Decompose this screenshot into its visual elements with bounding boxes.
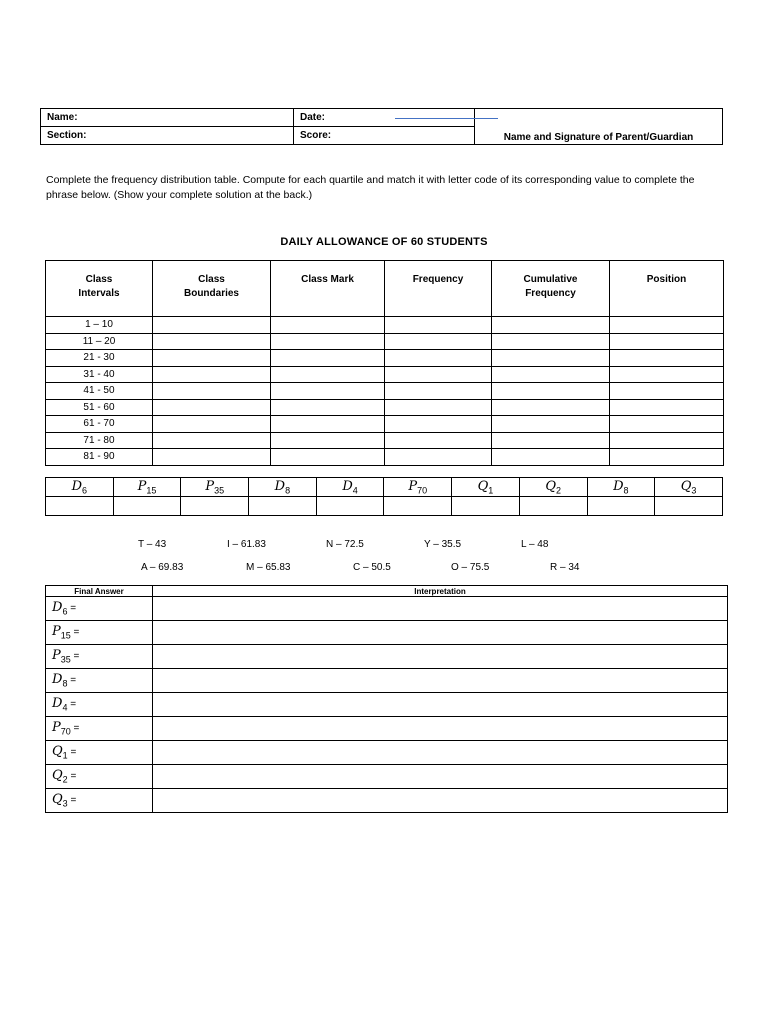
class-interval-cell: 61 - 70 <box>46 416 153 433</box>
table-row <box>46 366 724 383</box>
header-position: Position <box>610 261 724 317</box>
answer-subscript: 15 <box>60 630 71 641</box>
header-cumulative-frequency: Cumulative Frequency <box>492 261 610 317</box>
measure-symbol <box>316 478 384 497</box>
measure-symbol <box>181 478 249 497</box>
answer-symbol <box>52 792 68 807</box>
table-row <box>46 449 724 466</box>
class-interval-cell: 51 - 60 <box>46 399 153 416</box>
header-class-mark: Class Mark <box>271 261 385 317</box>
measure-subscript: 2 <box>555 485 561 496</box>
table-row <box>46 350 724 367</box>
class-boundaries-cell[interactable] <box>153 416 271 433</box>
letter-code: A – 69.83 <box>141 562 184 573</box>
cumulative-frequency-cell[interactable] <box>492 432 610 449</box>
class-boundaries-cell[interactable] <box>153 399 271 416</box>
table-row <box>46 416 724 433</box>
measure-letter: P <box>408 478 418 494</box>
final-answer-cell[interactable] <box>46 621 153 645</box>
class-interval-cell: 71 - 80 <box>46 432 153 449</box>
letter-code: O – 75.5 <box>451 562 490 573</box>
answer-subscript: 35 <box>60 654 71 665</box>
instructions-text: Complete the frequency distribution table. Compute for each quartile and match it with letter code of its corresponding value to complete the phrase below. (Show your complete solution at the back.) <box>46 174 695 201</box>
final-answer-cell[interactable] <box>46 717 153 741</box>
class-boundaries-cell[interactable] <box>153 383 271 400</box>
table-row <box>46 741 728 765</box>
equals-sign: = <box>67 699 77 711</box>
measure-letter: D <box>342 478 353 494</box>
equals-sign: = <box>67 795 77 807</box>
position-cell[interactable] <box>610 399 724 416</box>
class-mark-cell[interactable] <box>271 383 385 400</box>
table-row <box>46 333 724 350</box>
final-answer-cell[interactable] <box>46 693 153 717</box>
cumulative-frequency-cell[interactable] <box>492 449 610 466</box>
student-info-table <box>40 108 723 145</box>
cumulative-frequency-cell[interactable] <box>492 366 610 383</box>
class-mark-cell[interactable] <box>271 399 385 416</box>
frequency-cell[interactable] <box>385 416 492 433</box>
measure-answer-cell[interactable] <box>316 497 384 516</box>
equals-sign: = <box>70 723 80 735</box>
position-cell[interactable] <box>610 449 724 466</box>
measure-answer-cell[interactable] <box>519 497 587 516</box>
class-interval-cell: 21 - 30 <box>46 350 153 367</box>
measure-symbol <box>655 478 723 497</box>
class-interval-cell: 41 - 50 <box>46 383 153 400</box>
table-row <box>46 789 728 813</box>
letter-code: T – 43 <box>138 539 167 550</box>
class-boundaries-cell[interactable] <box>153 432 271 449</box>
answer-symbol <box>52 600 67 615</box>
interpretation-cell[interactable] <box>153 717 728 741</box>
interpretation-cell[interactable] <box>153 789 728 813</box>
cumulative-frequency-cell[interactable] <box>492 350 610 367</box>
final-answer-table <box>45 585 728 813</box>
class-boundaries-cell[interactable] <box>153 449 271 466</box>
position-cell[interactable] <box>610 432 724 449</box>
frequency-cell[interactable] <box>385 399 492 416</box>
measure-answer-cell[interactable] <box>587 497 655 516</box>
measure-subscript: 1 <box>488 485 494 496</box>
measure-subscript: 6 <box>82 485 88 496</box>
header-frequency: Frequency <box>385 261 492 317</box>
measure-letter: P <box>137 478 147 494</box>
date-underline <box>395 118 498 119</box>
measure-answer-cell[interactable] <box>181 497 249 516</box>
frequency-cell[interactable] <box>385 317 492 334</box>
class-interval-cell: 1 – 10 <box>46 317 153 334</box>
final-answer-cell[interactable] <box>46 765 153 789</box>
header-interpretation: Interpretation <box>153 586 728 597</box>
letter-code: R – 34 <box>550 562 580 573</box>
measure-letter: D <box>71 478 83 494</box>
answer-subscript: 6 <box>62 606 68 617</box>
answer-subscript: 8 <box>62 678 68 689</box>
position-cell[interactable] <box>610 317 724 334</box>
table-title: DAILY ALLOWANCE OF 60 STUDENTS <box>280 236 488 248</box>
letter-code: M – 65.83 <box>246 562 291 573</box>
table-row <box>46 693 728 717</box>
position-cell[interactable] <box>610 350 724 367</box>
measure-subscript: 70 <box>417 485 428 496</box>
interpretation-cell[interactable] <box>153 669 728 693</box>
class-mark-cell[interactable] <box>271 449 385 466</box>
measure-symbol <box>113 478 181 497</box>
measure-subscript: 3 <box>691 485 697 496</box>
table-row <box>46 399 724 416</box>
letter-code: N – 72.5 <box>326 539 364 550</box>
interpretation-cell[interactable] <box>153 741 728 765</box>
position-cell[interactable] <box>610 383 724 400</box>
date-label: Date: <box>300 112 326 123</box>
class-mark-cell[interactable] <box>271 333 385 350</box>
answer-letter: P <box>52 624 61 640</box>
table-row <box>46 383 724 400</box>
answer-letter: P <box>52 648 61 664</box>
final-answer-cell[interactable] <box>46 741 153 765</box>
class-boundaries-cell[interactable] <box>153 317 271 334</box>
measure-answer-cell[interactable] <box>113 497 181 516</box>
measure-subscript: 15 <box>146 485 157 496</box>
table-row <box>46 621 728 645</box>
measure-answer-cell[interactable] <box>384 497 452 516</box>
equals-sign: = <box>67 771 77 783</box>
measure-symbol <box>519 478 587 497</box>
measures-table <box>45 477 723 516</box>
answer-letter: D <box>52 672 63 688</box>
interpretation-cell[interactable] <box>153 645 728 669</box>
measure-answer-cell[interactable] <box>249 497 317 516</box>
signature-label: Name and Signature of Parent/Guardian <box>503 132 694 143</box>
table-row <box>46 669 728 693</box>
position-cell[interactable] <box>610 333 724 350</box>
class-mark-cell[interactable] <box>271 432 385 449</box>
measure-subscript: 35 <box>214 485 225 496</box>
table-row <box>46 645 728 669</box>
class-mark-cell[interactable] <box>271 416 385 433</box>
measure-letter: Q <box>680 478 692 494</box>
measure-letter: P <box>205 478 215 494</box>
answer-letter: D <box>52 600 63 616</box>
frequency-cell[interactable] <box>385 449 492 466</box>
measure-subscript: 8 <box>285 485 291 496</box>
header-final-answer: Final Answer <box>46 586 153 597</box>
position-cell[interactable] <box>610 416 724 433</box>
answer-letter: P <box>52 720 61 736</box>
measure-symbol <box>587 478 655 497</box>
answer-subscript: 70 <box>60 726 71 737</box>
answer-symbol <box>52 768 68 783</box>
answer-symbol <box>52 648 71 663</box>
section-field[interactable] <box>41 127 294 145</box>
header-class-intervals: Class Intervals <box>46 261 153 317</box>
name-label: Name: <box>47 112 78 123</box>
score-field[interactable] <box>294 127 475 145</box>
measure-letter: Q <box>477 478 489 494</box>
signature-field[interactable] <box>475 109 723 145</box>
answer-symbol <box>52 744 68 759</box>
measure-letter: D <box>274 478 286 494</box>
measure-subscript: 4 <box>352 485 358 496</box>
letter-code: L – 48 <box>521 539 549 550</box>
answer-letter: Q <box>52 792 63 808</box>
frequency-cell[interactable] <box>385 333 492 350</box>
final-answer-cell[interactable] <box>46 789 153 813</box>
answer-letter: Q <box>52 768 63 784</box>
frequency-cell[interactable] <box>385 383 492 400</box>
answer-subscript: 3 <box>62 798 68 809</box>
cumulative-frequency-cell[interactable] <box>492 416 610 433</box>
measure-symbol <box>46 478 114 497</box>
answer-subscript: 1 <box>62 750 68 761</box>
cumulative-frequency-cell[interactable] <box>492 383 610 400</box>
letter-code: Y – 35.5 <box>424 539 462 550</box>
class-boundaries-cell[interactable] <box>153 366 271 383</box>
answer-letter: Q <box>52 744 63 760</box>
measure-answer-cell[interactable] <box>655 497 723 516</box>
cumulative-frequency-cell[interactable] <box>492 333 610 350</box>
answer-subscript: 4 <box>62 702 68 713</box>
class-interval-cell: 81 - 90 <box>46 449 153 466</box>
section-label: Section: <box>47 130 87 141</box>
cumulative-frequency-cell[interactable] <box>492 317 610 334</box>
table-row <box>46 597 728 621</box>
measure-answer-cell[interactable] <box>46 497 114 516</box>
answer-subscript: 2 <box>62 774 68 785</box>
cumulative-frequency-cell[interactable] <box>492 399 610 416</box>
class-interval-cell: 11 – 20 <box>46 333 153 350</box>
class-boundaries-cell[interactable] <box>153 333 271 350</box>
answer-symbol <box>52 696 67 711</box>
final-answer-cell[interactable] <box>46 669 153 693</box>
interpretation-cell[interactable] <box>153 693 728 717</box>
frequency-cell[interactable] <box>385 366 492 383</box>
table-row <box>46 765 728 789</box>
name-field[interactable] <box>41 109 294 127</box>
equals-sign: = <box>70 651 80 663</box>
measure-answer-cell[interactable] <box>452 497 520 516</box>
interpretation-cell[interactable] <box>153 621 728 645</box>
letter-code: I – 61.83 <box>227 539 266 550</box>
frequency-distribution-table <box>45 260 724 466</box>
table-row <box>46 717 728 741</box>
answer-symbol <box>52 720 71 735</box>
score-label: Score: <box>300 130 332 141</box>
table-row <box>46 432 724 449</box>
equals-sign: = <box>70 627 80 639</box>
measure-symbol <box>384 478 452 497</box>
measure-letter: Q <box>545 478 556 494</box>
measure-symbol <box>249 478 317 497</box>
equals-sign: = <box>67 675 77 687</box>
class-mark-cell[interactable] <box>271 317 385 334</box>
class-mark-cell[interactable] <box>271 350 385 367</box>
position-cell[interactable] <box>610 366 724 383</box>
answer-letter: D <box>52 696 63 712</box>
answer-symbol <box>52 624 71 639</box>
measure-subscript: 8 <box>623 485 629 496</box>
header-class-boundaries: Class Boundaries <box>153 261 271 317</box>
table-row <box>46 317 724 334</box>
letter-code: C – 50.5 <box>353 562 391 573</box>
class-boundaries-cell[interactable] <box>153 350 271 367</box>
measure-letter: D <box>613 478 624 494</box>
class-interval-cell: 31 - 40 <box>46 366 153 383</box>
interpretation-cell[interactable] <box>153 765 728 789</box>
interpretation-cell[interactable] <box>153 597 728 621</box>
final-answer-cell[interactable] <box>46 597 153 621</box>
frequency-cell[interactable] <box>385 350 492 367</box>
measure-symbol <box>452 478 520 497</box>
final-answer-cell[interactable] <box>46 645 153 669</box>
equals-sign: = <box>67 747 77 759</box>
class-mark-cell[interactable] <box>271 366 385 383</box>
frequency-cell[interactable] <box>385 432 492 449</box>
equals-sign: = <box>67 603 77 615</box>
answer-symbol <box>52 672 67 687</box>
